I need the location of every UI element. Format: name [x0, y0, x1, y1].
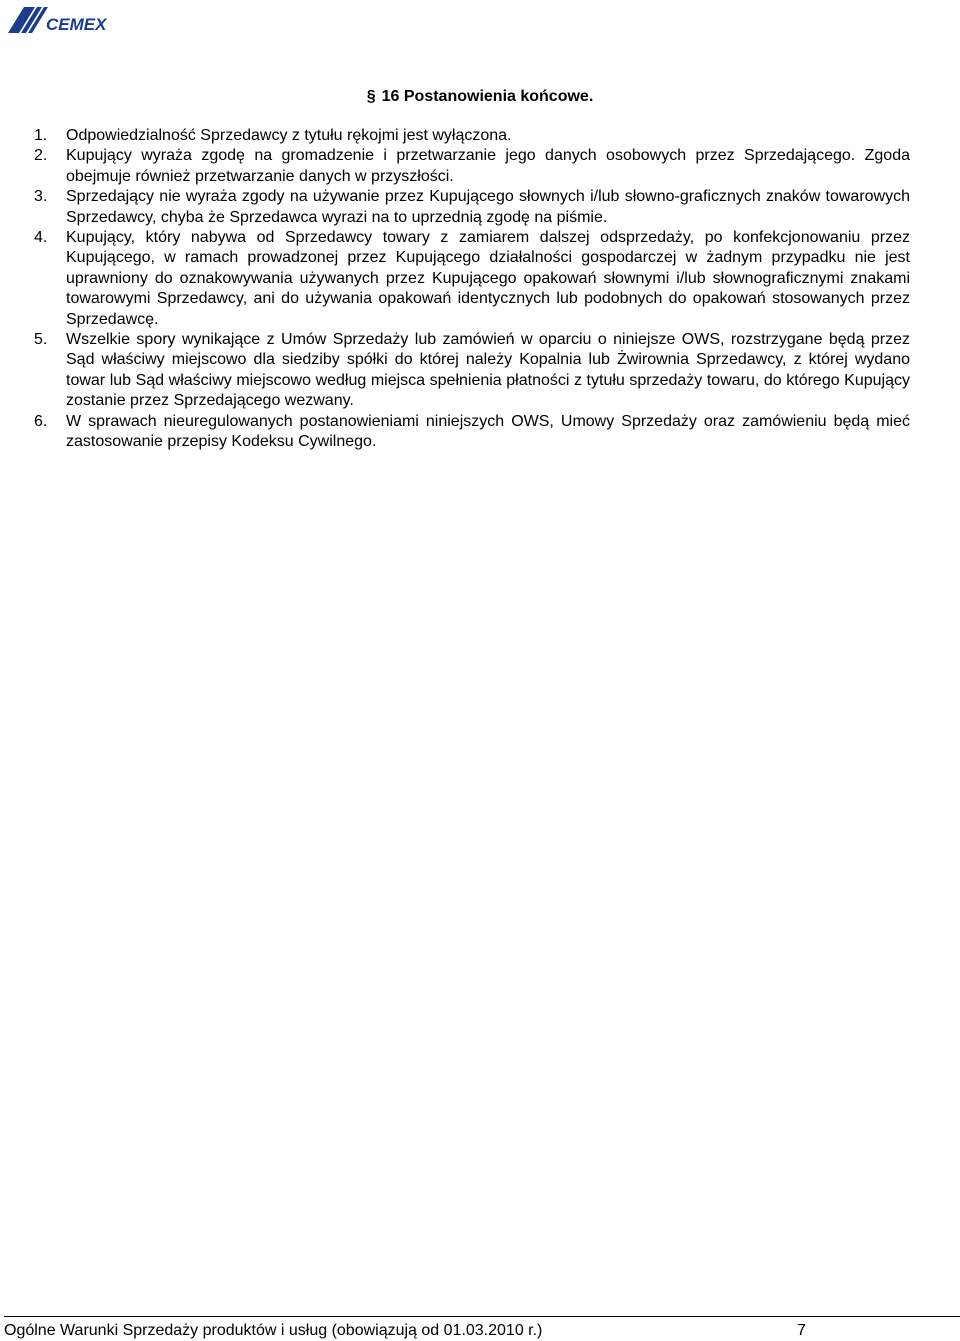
item-number: 6. [34, 412, 48, 430]
item-number: 2. [34, 147, 48, 165]
section-symbol: § [366, 88, 376, 105]
page-number: 7 [797, 1322, 806, 1339]
list-item [34, 187, 910, 228]
page-footer [4, 1316, 960, 1341]
section-title: 16 Postanowienia końcowe. [381, 88, 594, 105]
cemex-logo-mark [8, 5, 108, 35]
list-item [34, 228, 910, 330]
logo-text: CEMEX [46, 15, 107, 34]
list-item [34, 146, 910, 187]
item-text: Sprzedający nie wyraża zgody na używanie przez Kupującego słownych i/lub słowno-graficznych znaków towarowych Sprzedawcy, chyba że Sprzedawca wyrazi na to uprzednią zgodę na piśmie. [66, 188, 910, 226]
list-item [34, 412, 910, 453]
item-text: Kupujący, który nabywa od Sprzedawcy towary z zamiarem dalszej odsprzedaży, po konfekcjonowaniu przez Kupującego, w ramach prowadzonej przez Kupującego działalności gospodarczej w żadnym przypadku nie jest uprawniony do oznakowywania używanych przez Kupującego opakowań słownymi i/lub słownograficznymi znakami towarowymi Sprzedawcy, ani do używania opakowań identycznych lub podobnych do opakowań stosowanych przez Sprzedawcę. [66, 229, 910, 328]
item-text: Wszelkie spory wynikające z Umów Sprzedaży lub zamówień w oparciu o niniejsze OWS, rozstrzygane będą przez Sąd właściwy miejscowo dla siedziby spółki do której należy Kopalnia lub Żwirownia Sprzedawcy, z której wydano towar lub Sąd właściwy miejscowo według miejsca spełnienia płatności z tytułu sprzedaży towaru, do którego Kupujący zostanie przez Sprzedającego wezwany. [66, 331, 910, 410]
footer-title: Ogólne Warunki Sprzedaży produktów i usług (obowiązują od 01.03.2010 r.) [4, 1322, 543, 1339]
provisions-list [34, 126, 910, 453]
item-number: 1. [34, 127, 48, 144]
item-number: 3. [34, 188, 48, 206]
item-text: W sprawach nieuregulowanych postanowieniami niniejszych OWS, Umowy Sprzedaży oraz zamówieniu będą mieć zastosowanie przepisy Kodeksu Cywilnego. [66, 412, 910, 451]
item-number: 4. [34, 229, 48, 247]
list-item [34, 330, 910, 412]
section-heading [0, 87, 960, 107]
cemex-logo [8, 5, 108, 35]
item-number: 5. [34, 331, 48, 349]
item-text: Kupujący wyraża zgodę na gromadzenie i przetwarzanie jego danych osobowych przez Sprzedającego. Zgoda obejmuje również przetwarzanie danych w przyszłości. [66, 147, 910, 185]
item-text: Odpowiedzialność Sprzedawcy z tytułu rękojmi jest wyłączona. [66, 127, 512, 144]
list-item [34, 126, 910, 146]
